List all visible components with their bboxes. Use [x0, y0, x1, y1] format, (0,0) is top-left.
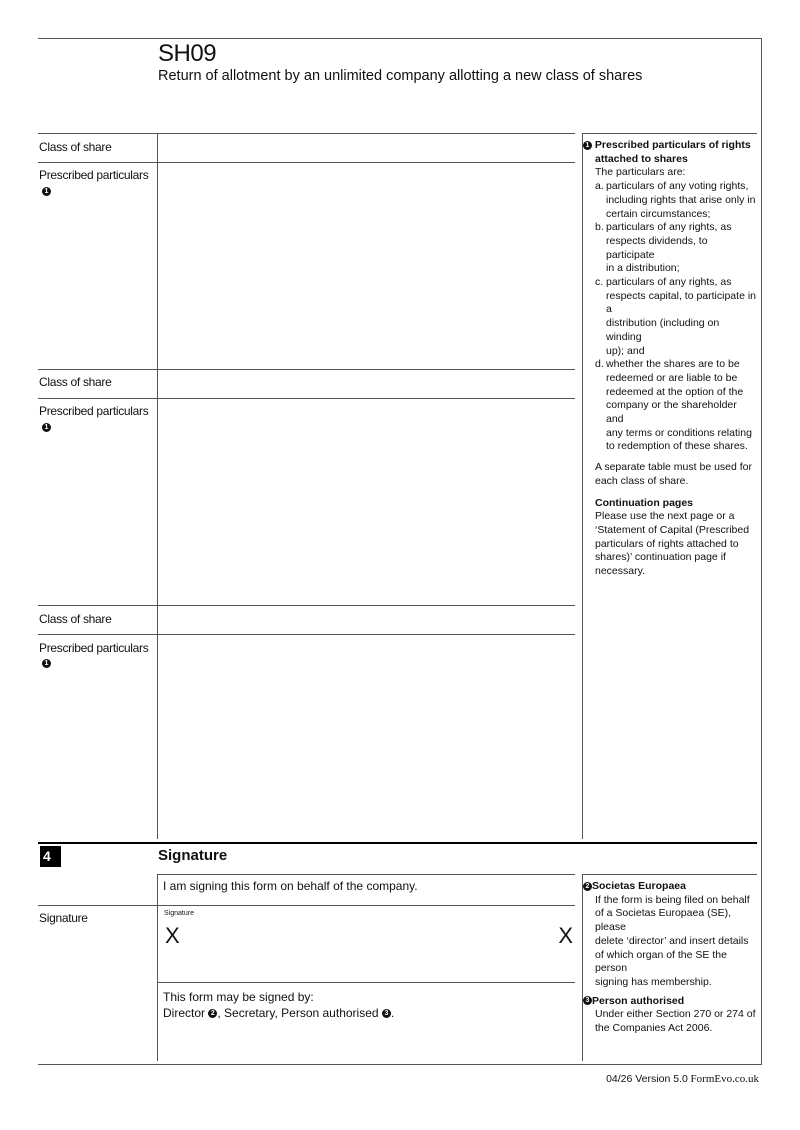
form-title: Return of allotment by an unlimited company allotting a new class of shares — [158, 68, 643, 84]
note3-text: Under either Section 270 or 274 of the Companies Act 2006. — [595, 1008, 756, 1035]
prescribed-particulars-label: Prescribed particulars — [39, 404, 149, 418]
top-border — [38, 38, 762, 39]
list-item: b. particulars of any rights, as respects dividends, to participate in a distribution; — [595, 221, 732, 275]
section-title: Signature — [158, 847, 228, 864]
note-ref-icon: 1 — [42, 419, 51, 437]
continuation-text: Please use the next page or a ‘Statement of Capital (Prescribed particulars of rights attached to shares)’ continuation page if necessary. — [595, 510, 750, 578]
particulars-list — [595, 180, 757, 454]
signature-box-label: Signature — [164, 910, 194, 917]
list-item: c. particulars of any rights, as respects capital, to participate in a distribution (including on winding up); and — [595, 276, 756, 357]
class-of-share-field[interactable] — [158, 370, 574, 397]
section-number: 4 — [40, 846, 61, 867]
note-ref-icon: 2 — [583, 882, 592, 891]
continuation-heading: Continuation pages — [595, 496, 693, 509]
list-item: a. particulars of any voting rights, including rights that arise only in certain circumstances; — [595, 180, 756, 220]
class-of-share-field[interactable] — [158, 606, 574, 633]
class-of-share-label: Class of share — [39, 140, 112, 154]
version-text: 04/26 Version 5.0 — [606, 1073, 688, 1085]
class-of-share-field[interactable] — [158, 134, 574, 161]
guidance-panel — [583, 139, 757, 579]
list-item: d. whether the shares are to be redeemed or are liable to be redeemed at the option of the company or the shareholder and any terms or conditions relating to redemption of these shares. — [595, 358, 752, 453]
sign-here-right-icon: X — [558, 923, 573, 948]
note-ref-icon: 1 — [42, 655, 51, 673]
signature-row-label: Signature — [39, 911, 88, 925]
signed-by-top-rule — [157, 982, 575, 983]
signed-by-text: This form may be signed by: Director 2 , Secretary, Person authorised 3 . — [163, 990, 395, 1020]
bottom-border — [38, 1064, 762, 1065]
note-ref-icon: 3 — [583, 996, 592, 1005]
note2-text: If the form is being filed on behalf of a Societas Europaea (SE), please delete ‘director’ and insert details of which organ of the SE the person signing has membership. — [595, 893, 750, 988]
prescribed-particulars-label: Prescribed particulars — [39, 641, 149, 655]
note-ref-icon: 2 — [208, 1009, 217, 1018]
section4-rule — [38, 842, 757, 844]
class-of-share-label: Class of share — [39, 612, 112, 626]
separate-table-note: A separate table must be used for each class of share. — [595, 461, 753, 487]
footer — [606, 1073, 759, 1085]
sign-here-left-icon: X — [165, 923, 180, 948]
prescribed-particulars-field[interactable] — [158, 163, 574, 367]
signing-statement: I am signing this form on behalf of the company. — [163, 879, 418, 893]
brand-text: FormEvo.co.uk — [690, 1073, 759, 1085]
note-ref-icon: 3 — [382, 1009, 391, 1018]
signature-box[interactable] — [158, 906, 574, 981]
prescribed-particulars-field[interactable] — [158, 399, 574, 603]
right-border — [761, 38, 762, 1065]
sig-guidance-top-rule — [582, 874, 757, 875]
note2-heading: 2 Societas Europaea — [583, 880, 757, 894]
note-ref-icon: 1 — [42, 183, 51, 201]
form-code: SH09 — [158, 40, 217, 67]
note1-heading: 1 Prescribed particulars of rights attached to shares — [583, 139, 757, 166]
prescribed-particulars-field[interactable] — [158, 635, 574, 838]
guidance-top-rule — [582, 133, 757, 134]
note-ref-icon: 1 — [583, 141, 592, 150]
guidance-intro: The particulars are: — [595, 166, 686, 179]
class-of-share-label: Class of share — [39, 375, 112, 389]
note3-heading: 3 Person authorised — [583, 995, 757, 1009]
prescribed-particulars-label: Prescribed particulars — [39, 168, 149, 182]
statement-top-rule — [157, 874, 575, 875]
signature-guidance — [583, 880, 757, 1036]
